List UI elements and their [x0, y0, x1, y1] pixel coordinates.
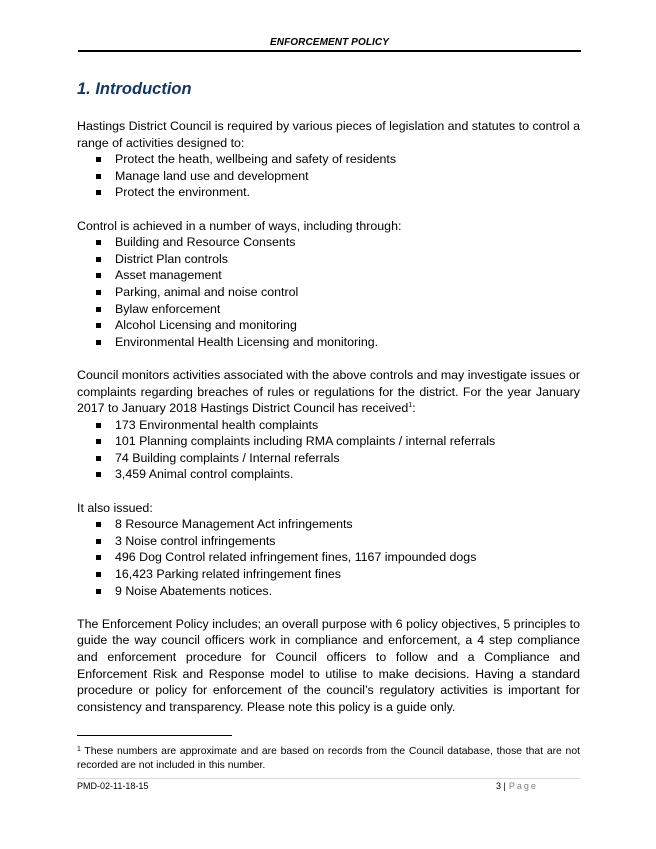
bullet-icon: [96, 240, 101, 245]
list-item: Environmental Health Licensing and monitoring.: [77, 334, 580, 351]
bullet-icon: [96, 572, 101, 577]
footnote-divider: [77, 735, 232, 736]
issued-list: [77, 516, 580, 599]
bullet-icon: [96, 472, 101, 477]
page-indicator: [496, 781, 538, 791]
section-heading: 1. Introduction: [77, 80, 192, 98]
bullet-icon: [96, 439, 101, 444]
list-item: 3 Noise control infringements: [77, 533, 580, 550]
policy-paragraph: The Enforcement Policy includes; an overall purpose with 6 policy objectives, 5 principles to guide the way council officers work in compliance and enforcement, a 4 step compliance and enforcement procedure for Council officers to follow and a Compliance and Enforcement Risk and Response model to utilise to make decisions. Having a standard procedure or policy for enforcement of the council’s regulatory activities is important for consistency and transparency. Please note this policy is a guide only.: [77, 616, 580, 714]
list-item: 496 Dog Control related infringement fines, 1167 impounded dogs: [77, 549, 580, 566]
issued-paragraph: It also issued:: [77, 500, 153, 515]
bullet-icon: [96, 157, 101, 162]
control-paragraph: Control is achieved in a number of ways, including through:: [77, 218, 402, 233]
list-item: Alcohol Licensing and monitoring: [77, 317, 580, 334]
footnote-reference[interactable]: 1: [408, 402, 413, 410]
monitoring-paragraph: Council monitors activities associated with the above controls and may investigate issues or complaints regarding breaches of rules or regulations for the district. For the year January 2017 to January 2018 Hastings District Council has received$^1$:: [77, 367, 580, 416]
list-item: Protect the environment.: [77, 184, 580, 201]
list-item: 16,423 Parking related infringement fines: [77, 566, 580, 583]
bullet-icon: [96, 555, 101, 560]
bullet-icon: [96, 190, 101, 195]
bullet-icon: [96, 273, 101, 278]
list-item: Parking, animal and noise control: [77, 284, 580, 301]
bullet-icon: [96, 257, 101, 262]
running-header: ENFORCEMENT POLICY: [269, 37, 390, 48]
list-item: 8 Resource Management Act infringements: [77, 516, 580, 533]
bullet-icon: [96, 456, 101, 461]
bullet-icon: [96, 522, 101, 527]
list-item: 9 Noise Abatements notices.: [77, 583, 580, 600]
list-item: 74 Building complaints / Internal referrals: [77, 450, 580, 467]
document-code: PMD-02-11-18-15: [77, 781, 149, 791]
list-item: Protect the heath, wellbeing and safety of residents: [77, 151, 580, 168]
bullet-icon: [96, 290, 101, 295]
page-label: Page: [508, 781, 538, 791]
intro-paragraph: Hastings District Council is required by various pieces of legislation and statutes to control a range of activities designed to:: [77, 119, 580, 150]
list-item: 101 Planning complaints including RMA complaints / internal referrals: [77, 433, 580, 450]
header-divider: [78, 50, 581, 52]
bullet-icon: [96, 539, 101, 544]
list-item: Manage land use and development: [77, 168, 580, 185]
page-separator: |: [503, 781, 506, 791]
bullet-icon: [96, 307, 101, 312]
page-number: 3: [496, 781, 502, 791]
list-item: Bylaw enforcement: [77, 301, 580, 318]
footnote-text: These numbers are approximate and are based on records from the Council database, those that are not recorded are not included in this number.: [77, 746, 580, 771]
control-list: [77, 234, 580, 350]
list-item: 3,459 Animal control complaints.: [77, 466, 580, 483]
list-item: District Plan controls: [77, 251, 580, 268]
bullet-icon: [96, 423, 101, 428]
list-item: 173 Environmental health complaints: [77, 417, 580, 434]
footer-divider: [77, 778, 580, 779]
footnote: [77, 745, 580, 773]
bullet-icon: [96, 340, 101, 345]
bullet-icon: [96, 323, 101, 328]
list-item: Building and Resource Consents: [77, 234, 580, 251]
document-body: [77, 118, 580, 715]
intro-list: [77, 151, 580, 201]
footnote-number: 1: [77, 746, 81, 753]
bullet-icon: [96, 174, 101, 179]
monitoring-list: [77, 417, 580, 483]
bullet-icon: [96, 589, 101, 594]
list-item: Asset management: [77, 267, 580, 284]
